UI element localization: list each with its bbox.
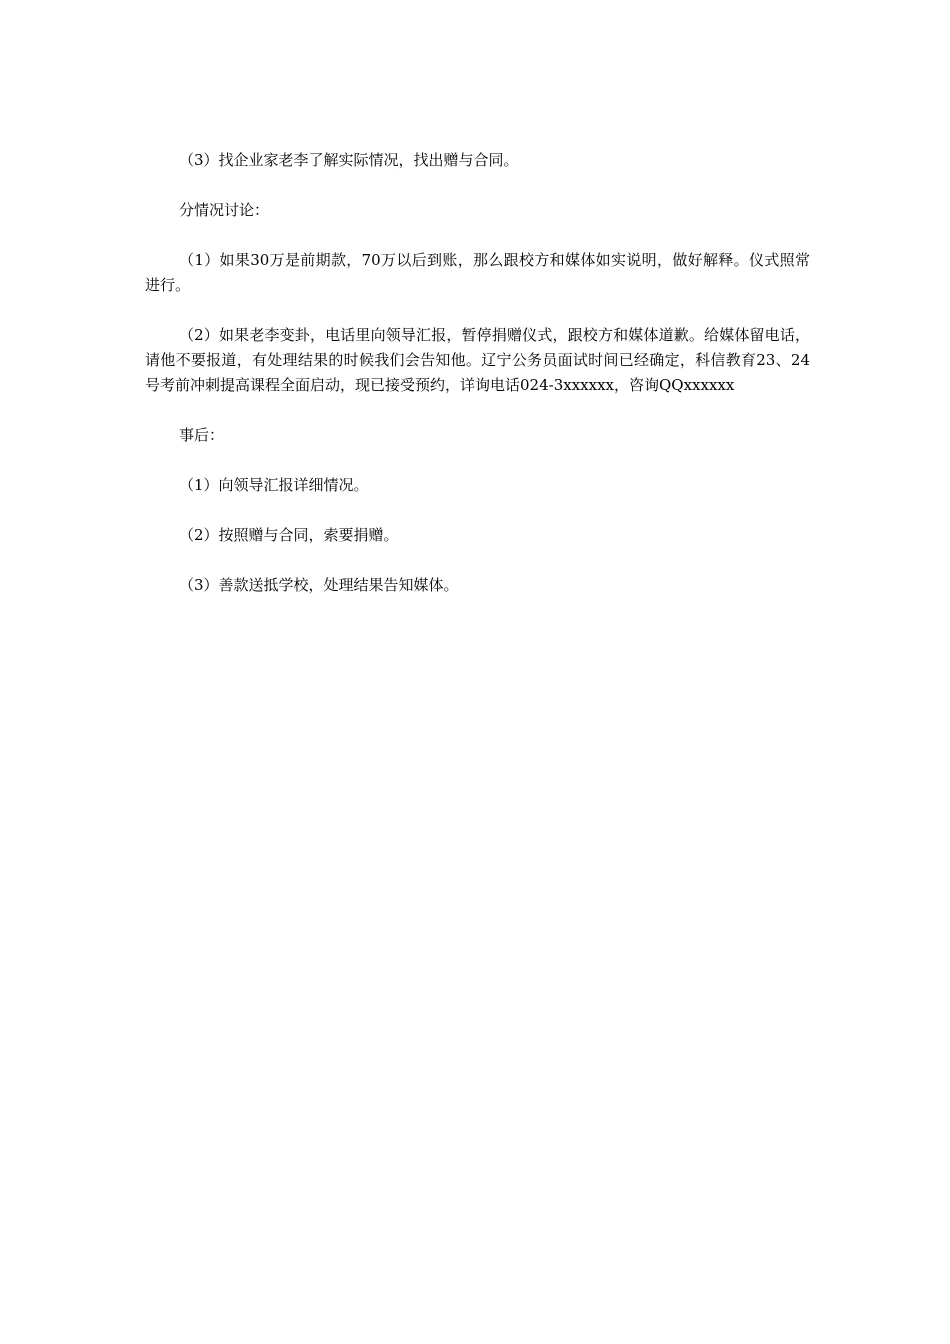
paragraph-step-3-contract: （3）找企业家老李了解实际情况，找出赠与合同。 [179,151,519,169]
paragraph-afterwards-heading: 事后： [179,426,225,444]
paragraph-after-1: （1）向领导汇报详细情况。 [179,476,369,494]
document-body [145,148,810,623]
paragraph-discussion-heading: 分情况讨论： [179,201,270,219]
paragraph-case-1: （1）如果30万是前期款，70万以后到账，那么跟校方和媒体如实说明，做好解释。仪式照常进行。 [145,251,810,294]
paragraph-after-2: （2）按照赠与合同，索要捐赠。 [179,526,399,544]
paragraph-case-2: （2）如果老李变卦，电话里向领导汇报，暂停捐赠仪式，跟校方和媒体道歉。给媒体留电话，请他不要报道，有处理结果的时候我们会告知他。辽宁公务员面试时间已经确定，科信教育23、24号考前冲刺提高课程全面启动，现已接受预约，详询电话024-3xxxxxx，咨询QQxxxxxx [145,326,810,394]
paragraph-after-3: （3）善款送抵学校，处理结果告知媒体。 [179,576,459,594]
